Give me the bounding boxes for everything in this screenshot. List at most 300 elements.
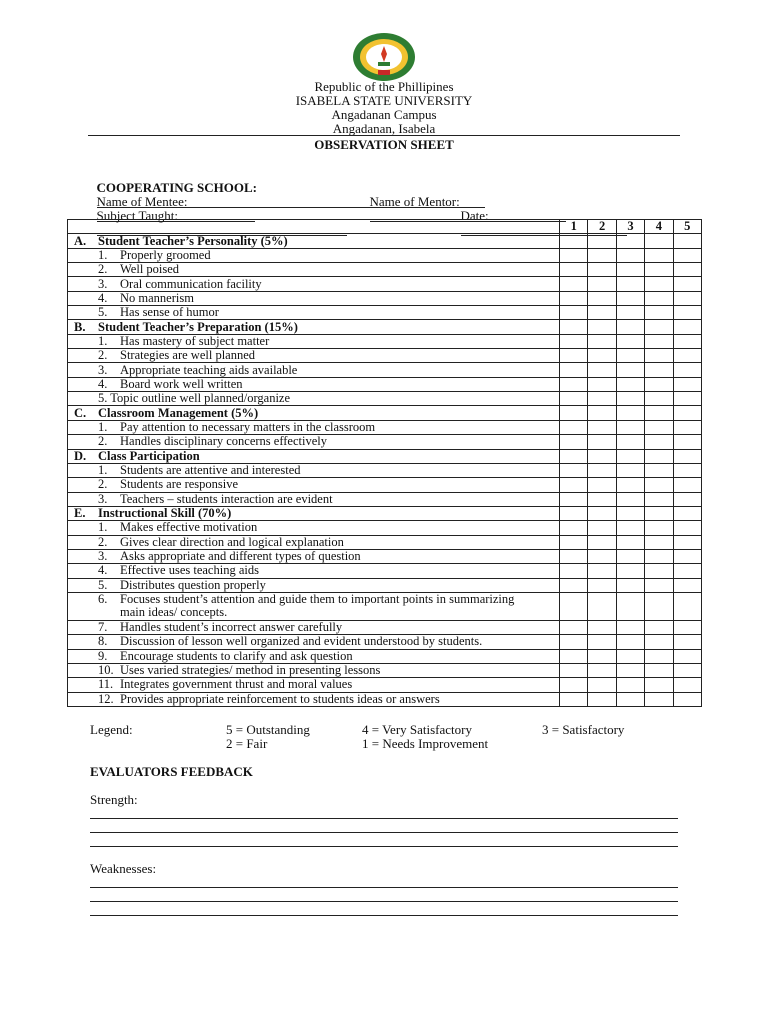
- rating-cell-3[interactable]: [616, 463, 644, 477]
- rating-cell-4[interactable]: [645, 578, 673, 592]
- rating-cell-1[interactable]: [560, 663, 588, 677]
- criterion-number: 2.: [98, 348, 108, 363]
- rating-cell-2[interactable]: [588, 535, 616, 549]
- section-letter: D.: [74, 449, 87, 463]
- rating-cell-3[interactable]: [616, 663, 644, 677]
- criterion-number: 2.: [98, 434, 108, 449]
- criterion-number: 2.: [98, 262, 108, 277]
- criterion-number: 7.: [98, 620, 108, 635]
- subject-label: Subject Taught:: [96, 208, 179, 223]
- criterion-cell: [68, 678, 560, 692]
- criterion-cell: [68, 564, 560, 578]
- rating-cell-4[interactable]: [645, 277, 673, 291]
- rating-cell-1[interactable]: [560, 478, 588, 492]
- rating-cell-5[interactable]: [673, 492, 701, 506]
- rating-cell-1[interactable]: [560, 263, 588, 277]
- criterion-text: Focuses student’s attention and guide them to important points in summarizing main ideas/ concepts.: [120, 592, 515, 620]
- criterion-cell: [68, 377, 560, 391]
- rating-cell-5[interactable]: [673, 291, 701, 305]
- section-blank-cell: [645, 406, 673, 420]
- section-blank-cell: [645, 506, 673, 520]
- scale-4-header: 4: [645, 220, 673, 234]
- rating-cell-5[interactable]: [673, 463, 701, 477]
- criterion-row: [68, 248, 702, 262]
- rating-cell-2[interactable]: [588, 306, 616, 320]
- section-blank-cell: [673, 320, 701, 334]
- rating-cell-2[interactable]: [588, 377, 616, 391]
- rating-cell-2[interactable]: [588, 334, 616, 348]
- rating-cell-3[interactable]: [616, 564, 644, 578]
- rating-cell-1[interactable]: [560, 549, 588, 563]
- weakness-line-3[interactable]: [90, 915, 678, 916]
- criterion-text: Asks appropriate and different types of question: [120, 549, 361, 564]
- criterion-number: 4.: [98, 377, 108, 391]
- criterion-cell: [68, 620, 560, 634]
- criterion-text: Has mastery of subject matter: [120, 334, 270, 348]
- section-blank-cell: [645, 449, 673, 463]
- rating-cell-1[interactable]: [560, 363, 588, 377]
- criterion-cell: [68, 478, 560, 492]
- rating-cell-2[interactable]: [588, 349, 616, 363]
- criterion-cell: [68, 306, 560, 320]
- criterion-number: 3.: [98, 492, 108, 506]
- rating-cell-4[interactable]: [645, 649, 673, 663]
- criterion-text: Has sense of humor: [120, 305, 219, 320]
- section-blank-cell: [560, 320, 588, 334]
- rating-cell-2[interactable]: [588, 463, 616, 477]
- rating-cell-2[interactable]: [588, 291, 616, 305]
- criterion-row: [68, 549, 702, 563]
- rating-cell-5[interactable]: [673, 592, 701, 620]
- observation-table: [67, 219, 702, 707]
- rating-cell-5[interactable]: [673, 564, 701, 578]
- criterion-number: 4.: [98, 291, 108, 305]
- rating-cell-3[interactable]: [616, 248, 644, 262]
- criterion-text: Distributes question properly: [120, 578, 266, 592]
- rating-cell-5[interactable]: [673, 663, 701, 677]
- criterion-number: 11.: [98, 677, 114, 692]
- criterion-text: Oral communication facility: [120, 276, 262, 291]
- section-blank-cell: [645, 320, 673, 334]
- criterion-cell: [68, 392, 560, 406]
- legend-label: Legend:: [90, 722, 133, 737]
- criterion-text: Strategies are well planned: [120, 348, 256, 363]
- rating-cell-3[interactable]: [616, 692, 644, 706]
- rating-cell-1[interactable]: [560, 564, 588, 578]
- criterion-cell: [68, 535, 560, 549]
- rating-cell-5[interactable]: [673, 306, 701, 320]
- criterion-cell: [68, 692, 560, 706]
- section-blank-cell: [616, 449, 644, 463]
- criterion-number: 9.: [98, 649, 108, 663]
- section-title: [68, 506, 560, 520]
- criterion-number: 10.: [98, 663, 114, 678]
- weakness-line-2[interactable]: [90, 901, 678, 902]
- rating-cell-4[interactable]: [645, 492, 673, 506]
- rating-cell-1[interactable]: [560, 277, 588, 291]
- criterion-text: Students are attentive and interested: [120, 463, 301, 478]
- scale-3-header: 3: [616, 220, 644, 234]
- rating-cell-3[interactable]: [616, 291, 644, 305]
- rating-cell-4[interactable]: [645, 248, 673, 262]
- criterion-number: 5.: [98, 305, 108, 320]
- rating-cell-4[interactable]: [645, 334, 673, 348]
- rating-cell-1[interactable]: [560, 649, 588, 663]
- rating-cell-4[interactable]: [645, 377, 673, 391]
- criterion-number: 1.: [98, 463, 108, 478]
- section-row: [68, 406, 702, 420]
- rating-cell-4[interactable]: [645, 564, 673, 578]
- criterion-text: Provides appropriate reinforcement to students ideas or answers: [120, 692, 440, 706]
- criterion-cell: [68, 549, 560, 563]
- rating-cell-5[interactable]: [673, 435, 701, 449]
- criterion-cell: [68, 435, 560, 449]
- section-blank-cell: [616, 406, 644, 420]
- campus-name: Angadanan Campus: [331, 107, 437, 122]
- rating-cell-3[interactable]: [616, 478, 644, 492]
- rating-cell-4[interactable]: [645, 263, 673, 277]
- criterion-cell: [68, 492, 560, 506]
- rating-cell-1[interactable]: [560, 578, 588, 592]
- criterion-row: [68, 349, 702, 363]
- rating-cell-1[interactable]: [560, 463, 588, 477]
- criterion-text: Discussion of lesson well organized and evident understood by students.: [120, 634, 483, 649]
- rating-cell-5[interactable]: [673, 649, 701, 663]
- criterion-row: [68, 492, 702, 506]
- criterion-number: 2.: [98, 535, 108, 549]
- criterion-row: [68, 521, 702, 535]
- criterion-number: 3.: [98, 362, 108, 377]
- rating-cell-5[interactable]: [673, 420, 701, 434]
- rating-cell-1[interactable]: [560, 521, 588, 535]
- criterion-row: [68, 678, 702, 692]
- criterion-cell: [68, 578, 560, 592]
- rating-cell-1[interactable]: [560, 291, 588, 305]
- rating-cell-4[interactable]: [645, 306, 673, 320]
- rating-cell-3[interactable]: [616, 678, 644, 692]
- section-row: [68, 320, 702, 334]
- rating-cell-4[interactable]: [645, 521, 673, 535]
- rating-cell-4[interactable]: [645, 620, 673, 634]
- rating-cell-4[interactable]: [645, 291, 673, 305]
- rating-cell-3[interactable]: [616, 535, 644, 549]
- rating-cell-2[interactable]: [588, 564, 616, 578]
- rating-cell-4[interactable]: [645, 349, 673, 363]
- header-divider: [88, 135, 680, 136]
- criterion-row: [68, 435, 702, 449]
- campus-address: Angadanan, Isabela: [332, 121, 436, 136]
- rating-cell-1[interactable]: [560, 635, 588, 649]
- criterion-text: Students are responsive: [120, 477, 239, 492]
- rating-cell-1[interactable]: [560, 535, 588, 549]
- rating-cell-5[interactable]: [673, 692, 701, 706]
- page-title: OBSERVATION SHEET: [314, 137, 454, 152]
- rating-cell-5[interactable]: [673, 277, 701, 291]
- criterion-cell: [68, 263, 560, 277]
- rating-cell-2[interactable]: [588, 263, 616, 277]
- section-title: [68, 406, 560, 420]
- strength-label: Strength:: [90, 792, 138, 807]
- rating-cell-3[interactable]: [616, 392, 644, 406]
- criterion-number: 5.: [98, 578, 108, 592]
- rating-cell-2[interactable]: [588, 392, 616, 406]
- blank-header-cell: [68, 220, 560, 234]
- section-title-text: Instructional Skill (70%): [98, 506, 232, 521]
- rating-cell-3[interactable]: [616, 377, 644, 391]
- legend-4: 4 = Very Satisfactory: [362, 722, 472, 737]
- criterion-text: Teachers – students interaction are evident: [120, 492, 333, 506]
- rating-cell-2[interactable]: [588, 248, 616, 262]
- section-blank-cell: [588, 506, 616, 520]
- rating-cell-2[interactable]: [588, 549, 616, 563]
- criterion-number: 12.: [98, 692, 114, 706]
- rating-cell-4[interactable]: [645, 535, 673, 549]
- rating-cell-3[interactable]: [616, 492, 644, 506]
- section-row: [68, 506, 702, 520]
- rating-cell-5[interactable]: [673, 678, 701, 692]
- strength-line-1[interactable]: [90, 818, 678, 819]
- rating-cell-2[interactable]: [588, 620, 616, 634]
- section-blank-cell: [560, 406, 588, 420]
- rating-cell-3[interactable]: [616, 277, 644, 291]
- criterion-number: 8.: [98, 634, 108, 649]
- strength-line-3[interactable]: [90, 846, 678, 847]
- criterion-text: Encourage students to clarify and ask question: [120, 649, 353, 663]
- rating-cell-4[interactable]: [645, 435, 673, 449]
- criterion-row: [68, 692, 702, 706]
- rating-cell-1[interactable]: [560, 420, 588, 434]
- rating-cell-5[interactable]: [673, 363, 701, 377]
- criterion-number: 3.: [98, 276, 108, 291]
- rating-cell-2[interactable]: [588, 521, 616, 535]
- criterion-text: Uses varied strategies/ method in presenting lessons: [120, 663, 381, 678]
- cooperating-school-label: COOPERATING SCHOOL:: [96, 180, 257, 195]
- criterion-number: 1.: [98, 420, 108, 434]
- criterion-text: Handles disciplinary concerns effectively: [120, 434, 327, 449]
- rating-cell-1[interactable]: [560, 349, 588, 363]
- criterion-cell: [68, 463, 560, 477]
- criterion-cell: [68, 363, 560, 377]
- criterion-cell: [68, 248, 560, 262]
- section-blank-cell: [560, 506, 588, 520]
- section-title: [68, 234, 560, 248]
- criterion-text: Properly groomed: [120, 248, 211, 262]
- criterion-row: [68, 377, 702, 391]
- criterion-row: [68, 478, 702, 492]
- rating-cell-5[interactable]: [673, 334, 701, 348]
- rating-cell-3[interactable]: [616, 620, 644, 634]
- criterion-row: [68, 306, 702, 320]
- criterion-text: Board work well written: [120, 377, 243, 391]
- criterion-cell: [68, 349, 560, 363]
- criterion-row: [68, 564, 702, 578]
- criterion-text: Handles student’s incorrect answer carefully: [120, 620, 343, 635]
- section-row: [68, 449, 702, 463]
- rating-cell-5[interactable]: [673, 478, 701, 492]
- rating-cell-5[interactable]: [673, 248, 701, 262]
- rating-cell-1[interactable]: [560, 248, 588, 262]
- rating-cell-5[interactable]: [673, 377, 701, 391]
- criterion-row: [68, 420, 702, 434]
- criterion-text: Integrates government thrust and moral values: [120, 677, 353, 692]
- criterion-cell: [68, 592, 560, 620]
- criterion-cell: [68, 521, 560, 535]
- criterion-row: [68, 592, 702, 620]
- rating-cell-2[interactable]: [588, 478, 616, 492]
- criterion-row: [68, 649, 702, 663]
- rating-cell-4[interactable]: [645, 478, 673, 492]
- legend-1: 1 = Needs Improvement: [362, 736, 489, 751]
- rating-cell-2[interactable]: [588, 649, 616, 663]
- section-blank-cell: [616, 506, 644, 520]
- legend-2: 2 = Fair: [226, 736, 268, 751]
- criterion-row: [68, 663, 702, 677]
- weakness-line-1[interactable]: [90, 887, 678, 888]
- rating-cell-3[interactable]: [616, 635, 644, 649]
- rating-cell-5[interactable]: [673, 620, 701, 634]
- university-name: ISABELA STATE UNIVERSITY: [295, 93, 473, 108]
- rating-cell-3[interactable]: [616, 420, 644, 434]
- rating-cell-2[interactable]: [588, 663, 616, 677]
- section-blank-cell: [673, 406, 701, 420]
- criterion-row: [68, 578, 702, 592]
- rating-cell-3[interactable]: [616, 334, 644, 348]
- rating-cell-3[interactable]: [616, 592, 644, 620]
- rating-cell-5[interactable]: [673, 349, 701, 363]
- feedback-title: EVALUATORS FEEDBACK: [90, 764, 253, 779]
- rating-cell-1[interactable]: [560, 492, 588, 506]
- rating-cell-2[interactable]: [588, 578, 616, 592]
- rating-cell-4[interactable]: [645, 363, 673, 377]
- scale-5-header: 5: [673, 220, 701, 234]
- mentor-label: Name of Mentor:: [369, 194, 460, 209]
- rating-cell-5[interactable]: [673, 578, 701, 592]
- strength-line-2[interactable]: [90, 832, 678, 833]
- rating-cell-2[interactable]: [588, 492, 616, 506]
- criterion-cell: [68, 635, 560, 649]
- rating-cell-2[interactable]: [588, 592, 616, 620]
- rating-cell-1[interactable]: [560, 620, 588, 634]
- section-title-text: Student Teacher’s Preparation (15%): [98, 319, 298, 334]
- rating-cell-3[interactable]: [616, 578, 644, 592]
- rating-cell-1[interactable]: [560, 592, 588, 620]
- section-blank-cell: [588, 320, 616, 334]
- rating-cell-5[interactable]: [673, 392, 701, 406]
- criterion-text: Effective uses teaching aids: [120, 563, 259, 578]
- criterion-text: Appropriate teaching aids available: [120, 362, 298, 377]
- rating-cell-1[interactable]: [560, 377, 588, 391]
- rating-cell-4[interactable]: [645, 635, 673, 649]
- rating-cell-4[interactable]: [645, 463, 673, 477]
- rating-cell-3[interactable]: [616, 549, 644, 563]
- rating-cell-2[interactable]: [588, 420, 616, 434]
- criterion-row: [68, 535, 702, 549]
- rating-cell-1[interactable]: [560, 306, 588, 320]
- section-letter: A.: [74, 233, 87, 248]
- criterion-text: Gives clear direction and logical explanation: [120, 535, 344, 549]
- section-blank-cell: [588, 406, 616, 420]
- rating-cell-3[interactable]: [616, 306, 644, 320]
- rating-cell-3[interactable]: [616, 263, 644, 277]
- criterion-cell: [68, 291, 560, 305]
- criterion-cell: [68, 277, 560, 291]
- rating-cell-4[interactable]: [645, 678, 673, 692]
- criterion-row: [68, 263, 702, 277]
- criterion-cell: [68, 649, 560, 663]
- section-title: [68, 449, 560, 463]
- section-blank-cell: [588, 234, 616, 248]
- rating-cell-5[interactable]: [673, 521, 701, 535]
- rating-cell-2[interactable]: [588, 692, 616, 706]
- section-blank-cell: [616, 320, 644, 334]
- rating-cell-1[interactable]: [560, 692, 588, 706]
- rating-cell-4[interactable]: [645, 420, 673, 434]
- criterion-row: [68, 620, 702, 634]
- criterion-number: 1.: [98, 334, 108, 348]
- criterion-row: [68, 635, 702, 649]
- rating-cell-3[interactable]: [616, 649, 644, 663]
- rating-cell-5[interactable]: [673, 263, 701, 277]
- section-blank-cell: [673, 234, 701, 248]
- rating-cell-3[interactable]: [616, 363, 644, 377]
- rating-cell-3[interactable]: [616, 349, 644, 363]
- section-row: [68, 234, 702, 248]
- section-blank-cell: [645, 234, 673, 248]
- rating-cell-3[interactable]: [616, 521, 644, 535]
- criterion-row: [68, 277, 702, 291]
- rating-cell-4[interactable]: [645, 549, 673, 563]
- legend-3: 3 = Satisfactory: [542, 722, 625, 737]
- section-title-text: Class Participation: [98, 449, 200, 463]
- rating-cell-4[interactable]: [645, 663, 673, 677]
- section-blank-cell: [673, 506, 701, 520]
- rating-cell-1[interactable]: [560, 392, 588, 406]
- rating-cell-2[interactable]: [588, 277, 616, 291]
- criterion-text: Well poised: [120, 262, 180, 277]
- weakness-label: Weaknesses:: [90, 861, 157, 876]
- rating-cell-4[interactable]: [645, 692, 673, 706]
- rating-cell-5[interactable]: [673, 549, 701, 563]
- criterion-row: [68, 392, 702, 406]
- criterion-row: [68, 363, 702, 377]
- rating-cell-5[interactable]: [673, 635, 701, 649]
- section-title: [68, 320, 560, 334]
- criterion-text: Makes effective motivation: [120, 520, 258, 535]
- rating-cell-4[interactable]: [645, 392, 673, 406]
- rating-cell-2[interactable]: [588, 678, 616, 692]
- rating-cell-1[interactable]: [560, 435, 588, 449]
- criterion-row: [68, 291, 702, 305]
- rating-cell-4[interactable]: [645, 592, 673, 620]
- rating-cell-2[interactable]: [588, 363, 616, 377]
- rating-cell-5[interactable]: [673, 535, 701, 549]
- rating-cell-2[interactable]: [588, 635, 616, 649]
- section-blank-cell: [616, 234, 644, 248]
- rating-cell-1[interactable]: [560, 334, 588, 348]
- section-blank-cell: [560, 234, 588, 248]
- criterion-cell: [68, 334, 560, 348]
- section-title-text: Classroom Management (5%): [98, 405, 259, 420]
- section-blank-cell: [588, 449, 616, 463]
- section-blank-cell: [560, 449, 588, 463]
- criterion-text: No mannerism: [120, 291, 194, 305]
- criterion-number: 2.: [98, 477, 108, 492]
- rating-cell-1[interactable]: [560, 678, 588, 692]
- rating-cell-3[interactable]: [616, 435, 644, 449]
- university-seal-logo: [352, 32, 416, 82]
- rating-cell-2[interactable]: [588, 435, 616, 449]
- criterion-number: 6.: [98, 592, 108, 607]
